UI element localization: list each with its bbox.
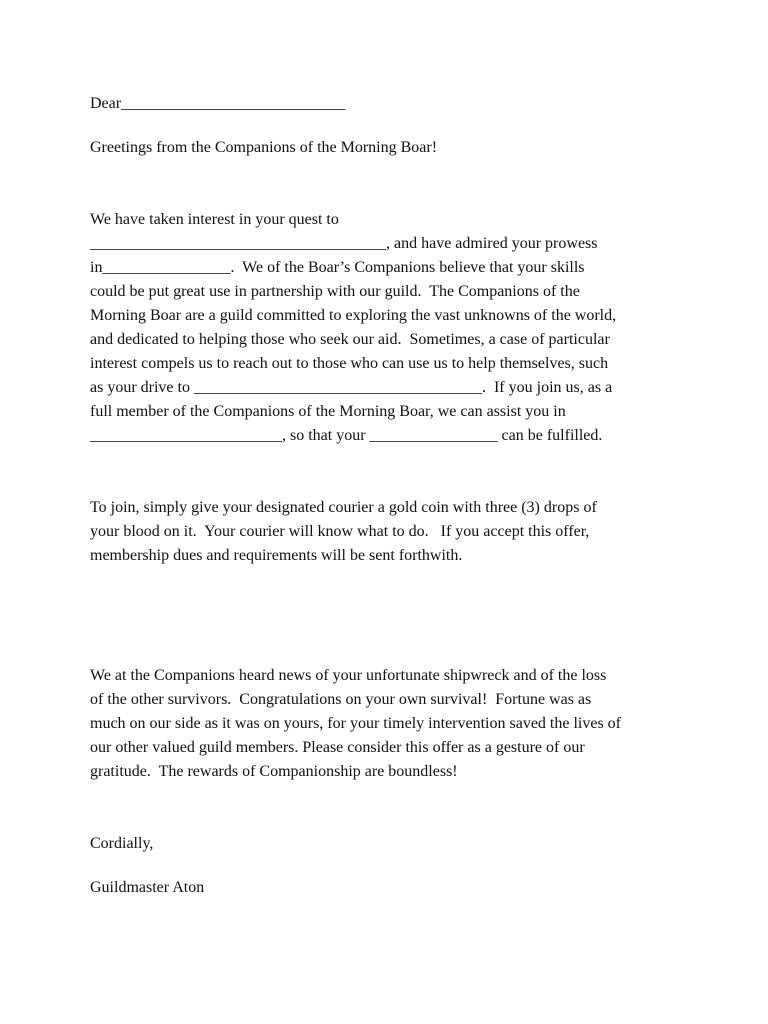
paragraph-line: much on our side as it was on yours, for your timely intervention saved the lives of [90, 715, 622, 732]
spacer [90, 116, 690, 136]
paragraph-line: could be put great use in partnership with our guild. The Companions of the [90, 283, 580, 300]
spacer [90, 640, 690, 664]
spacer [90, 568, 690, 640]
spacer [90, 160, 690, 208]
spacer [90, 856, 690, 876]
paragraph-line: our other valued guild members. Please consider this offer as a gesture of our [90, 739, 585, 756]
paragraph-shipwreck [90, 664, 690, 784]
paragraph-joining [90, 496, 690, 568]
paragraph-line: full member of the Companions of the Morning Boar, we can assist you in [90, 403, 566, 420]
paragraph-line: Morning Boar are a guild committed to exploring the vast unknowns of the world, [90, 307, 617, 324]
greeting-line: Greetings from the Companions of the Morning Boar! [90, 139, 438, 156]
paragraph-line: membership dues and requirements will be sent forthwith. [90, 547, 463, 564]
paragraph-line: interest compels us to reach out to those who can use us to help themselves, such [90, 355, 609, 372]
paragraph-line: and dedicated to helping those who seek our aid. Sometimes, a case of particular [90, 331, 610, 348]
spacer [90, 784, 690, 832]
spacer [90, 448, 690, 496]
salutation-line: Dear____________________________ [90, 95, 346, 112]
paragraph-offer [90, 208, 690, 448]
paragraph-line: in________________. We of the Boar’s Companions believe that your skills [90, 259, 585, 276]
paragraph-line: as your drive to ____________________________________. If you join us, as a [90, 379, 613, 396]
letter-body [90, 92, 690, 900]
paragraph-line: We at the Companions heard news of your unfortunate shipwreck and of the loss [90, 667, 607, 684]
paragraph-line: of the other survivors. Congratulations on your own survival! Fortune was as [90, 691, 592, 708]
signature-line: Guildmaster Aton [90, 879, 205, 896]
paragraph-line: We have taken interest in your quest to [90, 211, 339, 228]
paragraph-line: _____________________________________, and have admired your prowess [90, 235, 598, 252]
paragraph-line: your blood on it. Your courier will know what to do. If you accept this offer, [90, 523, 590, 540]
closing-line: Cordially, [90, 835, 154, 852]
paragraph-line: ________________________, so that your ________________ can be fulfilled. [90, 427, 603, 444]
paragraph-line: gratitude. The rewards of Companionship are boundless! [90, 763, 458, 780]
paragraph-line: To join, simply give your designated courier a gold coin with three (3) drops of [90, 499, 597, 516]
